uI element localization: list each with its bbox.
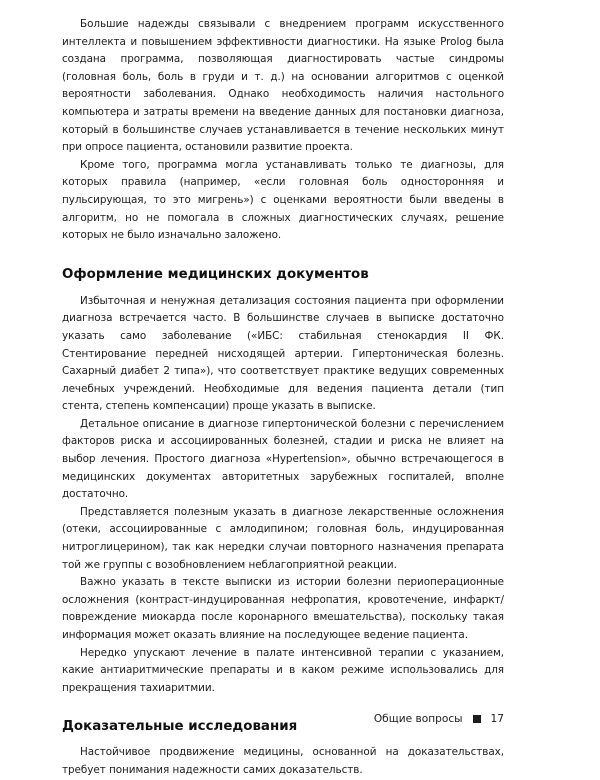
section2-paragraph-1: Настойчивое продвижение медицины, основанной на доказательствах, требует понимания надежности самих доказательств. <box>62 746 504 776</box>
page-number: 17 <box>490 713 504 725</box>
section-heading-medical-documents: Оформление медицинских документов <box>62 266 369 282</box>
footer-square-marker <box>473 715 481 723</box>
section1-paragraph-3: Представляется полезным указать в диагнозе лекарственные осложнения (отеки, ассоциированные с амлодипином; головная боль, индуцированная нитроглицерином), так как нередки случаи повторного назначения препарата той же группы с возобновлением неблагоприятной реакции. <box>62 505 504 571</box>
section1-paragraph-5: Нередко упускают лечение в палате интенсивной терапии с указанием, какие антиаритмические препараты и в каком режиме использовались для прекращения тахиаритмии. <box>62 646 504 694</box>
intro-paragraph-1: Большие надежды связывали с внедрением программ искусственного интеллекта и повышением эффективности диагностики. На языке Prolog была создана программа, позволяющая диагностировать частые синдромы (головная боль, боль в груди и т. д.) на основании алгоритмов с оценкой вероятности заболевания. Однако необходимость наличия настольного компьютера и затраты времени на введение данных для постановки диагноза, который в большинстве случаев устанавливается в течение нескольких минут при опросе пациента, остановили развитие проекта. <box>62 18 504 154</box>
section-heading-evidence-studies: Доказательные исследования <box>62 719 298 735</box>
page-footer <box>374 713 504 725</box>
section1-paragraph-4: Важно указать в тексте выписки из истории болезни периоперационные осложнения (контраст-индуцированная нефропатия, кровотечение, инфаркт/повреждение миокарда после коронарного вмешательства), поскольку такая информация может оказать влияние на последующее ведение пациента. <box>62 576 504 641</box>
section1-paragraph-1: Избыточная и ненужная детализация состояния пациента при оформлении диагноза встречается часто. В большинстве случаев в выписке достаточно указать само заболевание («ИБС: стабильная стенокардия II ФК. Стентирование передней нисходящей артерии. Гипертоническая болезнь. Сахарный диабет 2 типа»), что соответствует практике ведущих современных лечебных учреждений. Необходимые для ведения пациента детали (тип стента, степень компенсации) проще указать в выписке. <box>62 294 504 413</box>
footer-section-label: Общие вопросы <box>373 713 463 725</box>
intro-paragraph-2: Кроме того, программа могла устанавливать только те диагнозы, для которых правила (например, «если головная боль односторонняя и пульсирующая, то это мигрень») с оценками вероятности были введены в алгоритм, но не помогала в сложных диагностических случаях, решение которых не было изначально заложено. <box>62 158 504 242</box>
section1-paragraph-2: Детальное описание в диагнозе гипертонической болезни с перечислением факторов риска и ассоциированных болезней, стадии и риска не влияет на выбор лечения. Простого диагноза «Hypertension», обычно встречающегося в медицинских документах авторитетных зарубежных госпиталей, вполне достаточно. <box>62 417 504 501</box>
page-content <box>62 16 504 780</box>
